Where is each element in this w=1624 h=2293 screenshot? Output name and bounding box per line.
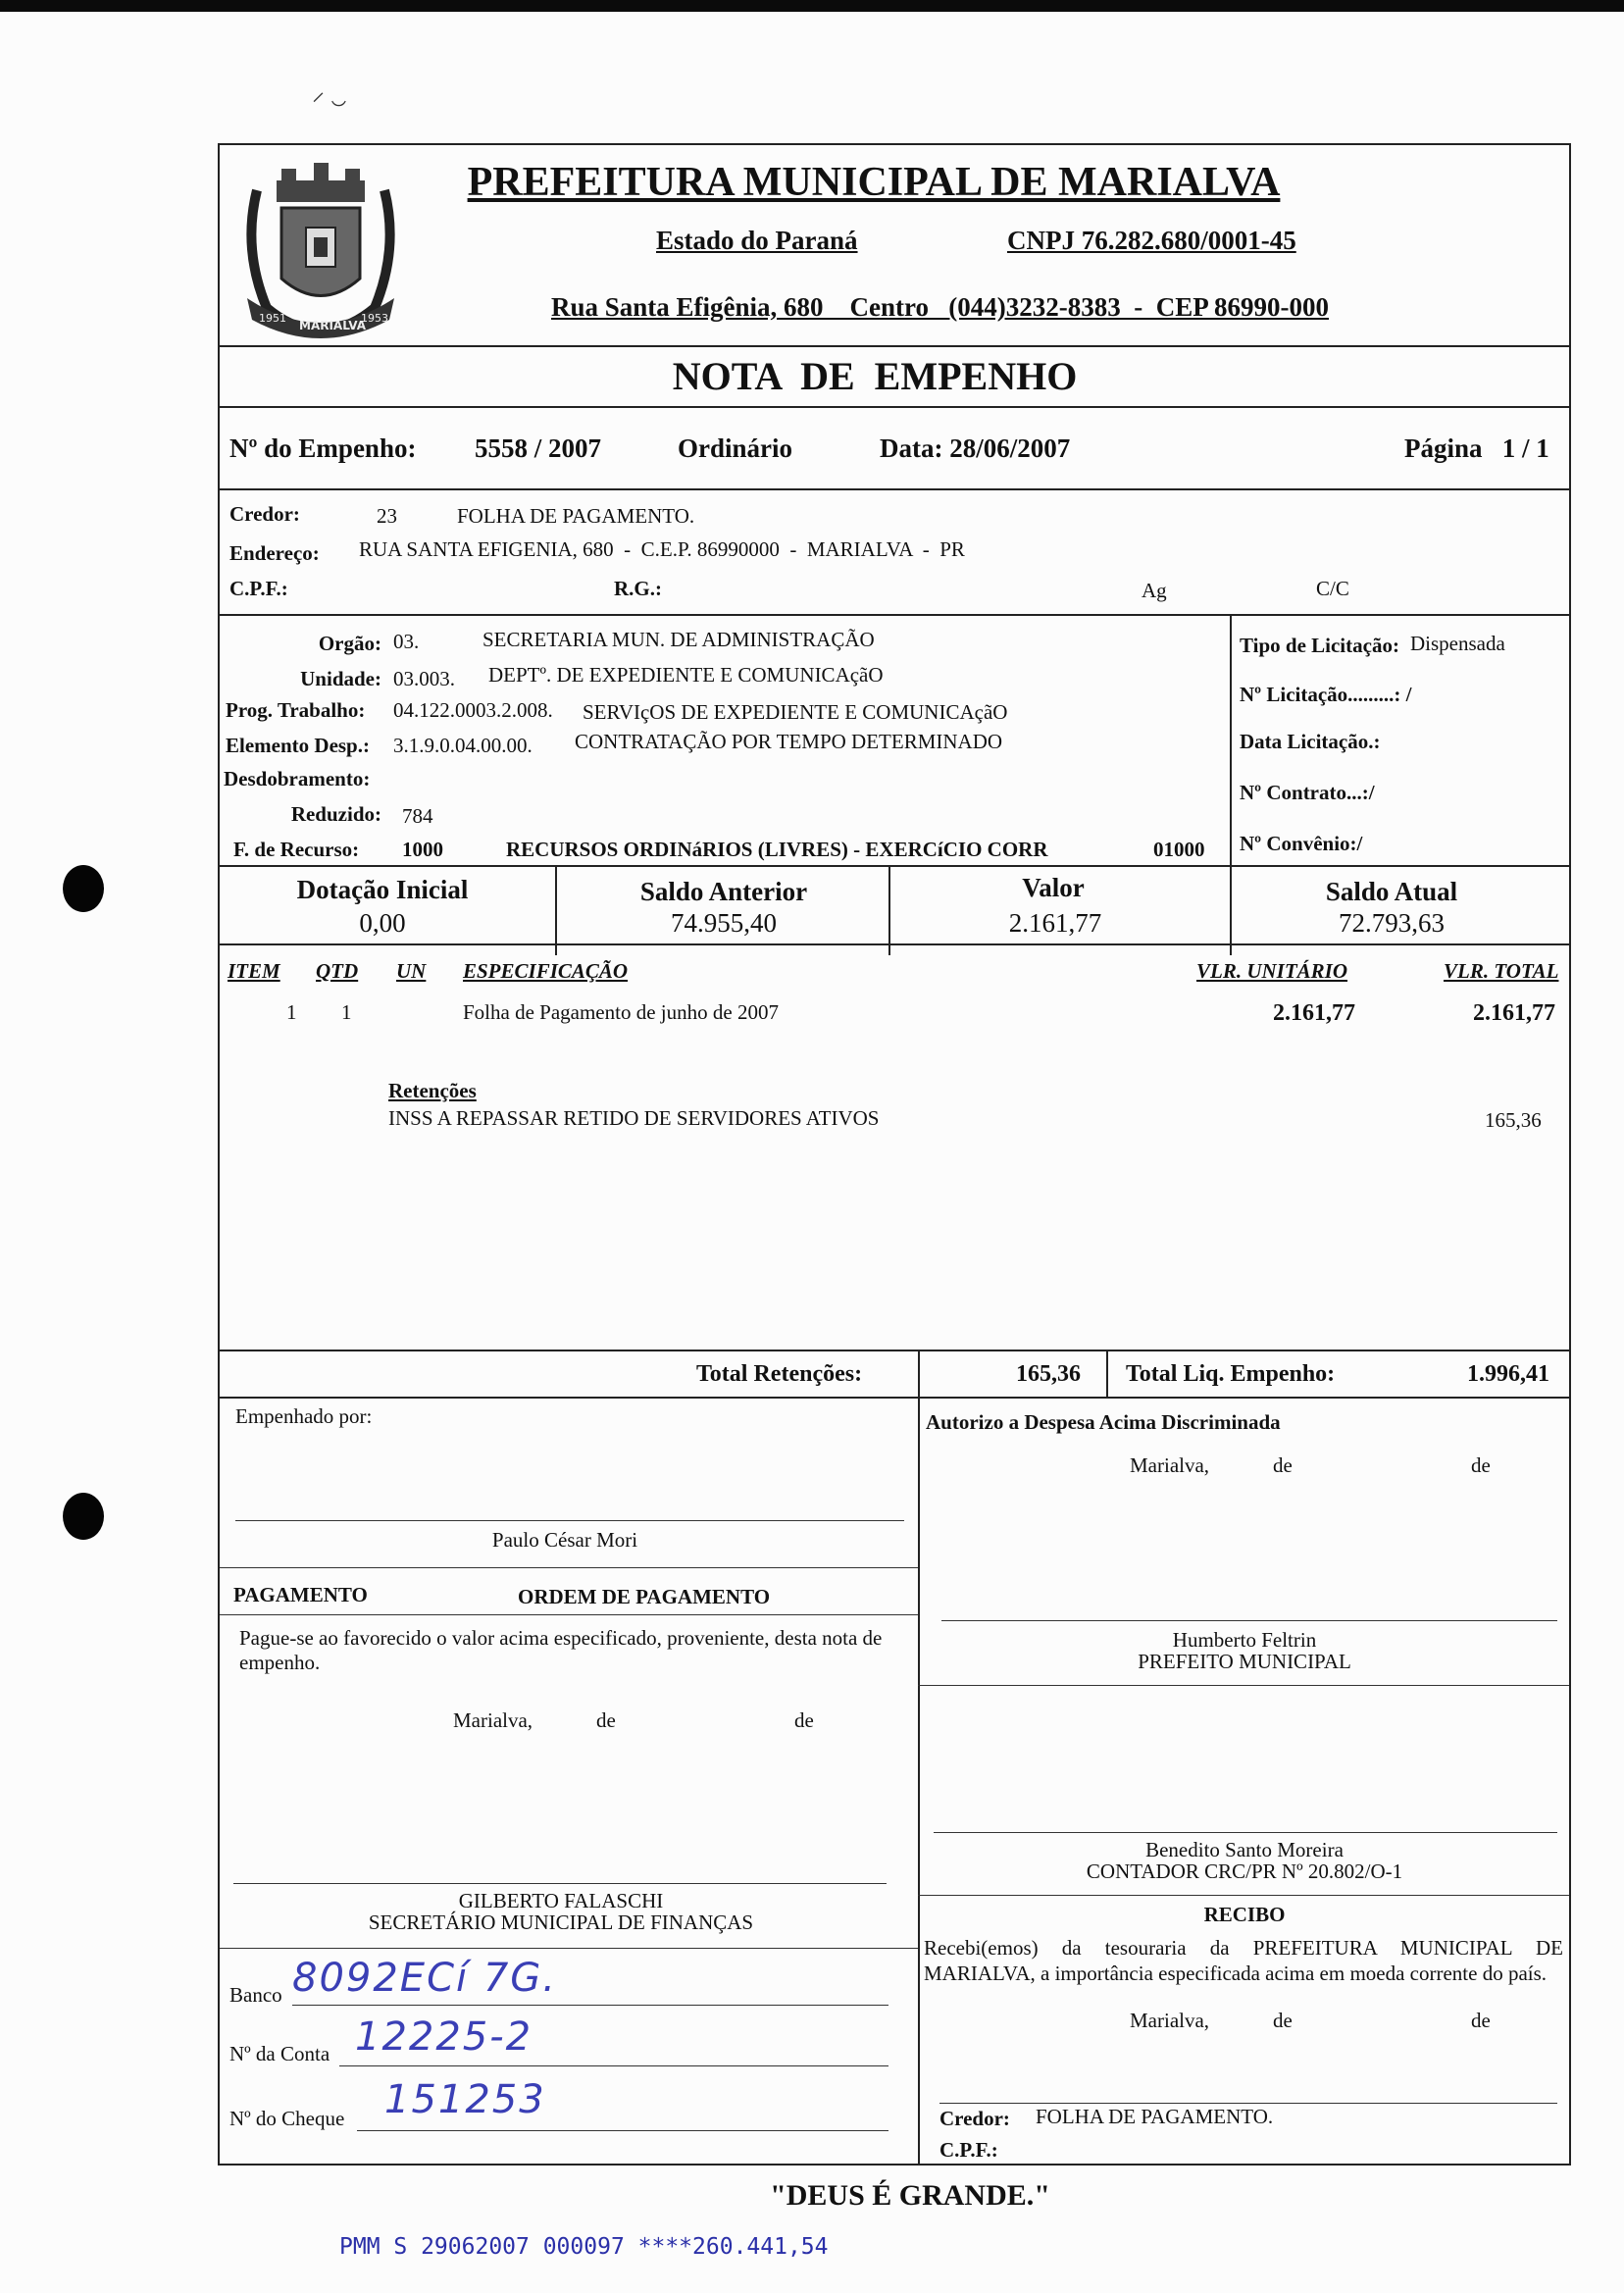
item-qtd: 1 [341, 1000, 352, 1024]
reduzido-label: Reduzido: [290, 802, 381, 826]
punch-hole-bottom [63, 1493, 104, 1540]
empenho-type: Ordinário [678, 433, 793, 463]
saldo-atual-value: 72.793,63 [1339, 908, 1445, 938]
dotacao-value: 0,00 [359, 908, 406, 938]
item-spec: Folha de Pagamento de junho de 2007 [463, 1000, 779, 1024]
recibo-de2: de [1471, 2009, 1491, 2032]
cheque-handwritten[interactable]: 151253 [384, 2077, 546, 2122]
page-number: Página 1 / 1 [1404, 433, 1549, 463]
retencoes-value: 165,36 [1485, 1108, 1542, 1132]
col-especificacao: ESPECIFICAÇÃO [463, 959, 629, 983]
orgao-code: 03. [393, 630, 420, 653]
municipal-crest-icon [228, 151, 414, 347]
empenho-number: 5558 / 2007 [475, 433, 602, 463]
item-unit-value: 2.161,77 [1273, 1000, 1355, 1026]
banco-handwritten[interactable]: 8092ECí 7G. [292, 1956, 557, 2001]
total-liq-value: 1.996,41 [1467, 1361, 1549, 1387]
pagamento-label: PAGAMENTO [233, 1583, 368, 1606]
credor-code: 23 [377, 504, 397, 528]
recurso-label: F. de Recurso: [233, 838, 360, 861]
crest-year-left: 1951 [259, 312, 286, 325]
saldo-atual-label: Saldo Atual [1325, 877, 1458, 906]
total-retencoes-value: 165,36 [1016, 1361, 1081, 1387]
crest-name: MARIALVA [299, 319, 366, 332]
item-number: 1 [286, 1000, 297, 1024]
conta-label: Nº da Conta [229, 2042, 330, 2065]
retencoes-title: Retenções [388, 1079, 477, 1102]
endereco-label: Endereço: [229, 541, 320, 565]
tipo-licitacao-label: Tipo de Licitação: [1240, 634, 1399, 657]
col-qtd: QTD [316, 959, 359, 983]
recibo-text: Recebi(emos) da tesouraria da PREFEITURA MUNICIPAL DE MARIALVA, a importância especificada acima em moeda corrente do país. [924, 1936, 1563, 1985]
autorizo-de1: de [1273, 1453, 1293, 1477]
ag-label: Ag [1142, 579, 1167, 602]
orgao-name: SECRETARIA MUN. DE ADMINISTRAÇÃO [482, 628, 875, 651]
elemento-code: 3.1.9.0.04.00.00. [393, 734, 533, 757]
document-title: NOTA DE EMPENHO [672, 354, 1078, 398]
pagamento-de1: de [596, 1708, 616, 1732]
autorizo-label: Autorizo a Despesa Acima Discriminada [926, 1410, 1281, 1434]
banco-label: Banco [229, 1983, 282, 2007]
saldo-anterior-value: 74.955,40 [671, 908, 777, 938]
credor-label: Credor: [229, 502, 300, 526]
retencoes-desc: INSS A REPASSAR RETIDO DE SERVIDORES ATIVOS [388, 1106, 880, 1130]
address: Rua Santa Efigênia, 680 Centro (044)3232-8383 - CEP 86990-000 [551, 292, 1329, 322]
empenho-date: Data: 28/06/2007 [880, 433, 1071, 463]
pagamento-de2: de [794, 1708, 814, 1732]
endereco-value: RUA SANTA EFIGENIA, 680 - C.E.P. 86990000 - MARIALVA - PR [359, 537, 965, 561]
punch-hole-top [63, 865, 104, 912]
contrato-number: Nº Contrato...:/ [1240, 781, 1375, 804]
pagamento-text: Pague-se ao favorecido o valor acima especificado, proveniente, desta nota de empenho. [239, 1626, 883, 1675]
col-un: UN [396, 959, 427, 983]
elemento-name: CONTRATAÇÃO POR TEMPO DETERMINADO [575, 730, 1003, 753]
empenhado-label: Empenhado por: [235, 1404, 373, 1428]
elemento-label: Elemento Desp.: [226, 734, 370, 757]
convenio-number: Nº Convênio:/ [1240, 832, 1363, 855]
recibo-city: Marialva, [1130, 2009, 1210, 2032]
saldo-anterior-label: Saldo Anterior [639, 877, 808, 906]
autorizo-de2: de [1471, 1453, 1491, 1477]
prefeito-role: PREFEITO MUNICIPAL [1138, 1650, 1351, 1673]
contador-name: Benedito Santo Moreira [1145, 1838, 1344, 1861]
pagamento-city: Marialva, [453, 1708, 533, 1732]
col-item: ITEM [228, 959, 280, 983]
secretario-role: SECRETÁRIO MUNICIPAL DE FINANÇAS [368, 1911, 754, 1934]
recurso-code: 1000 [402, 838, 443, 861]
unidade-name: DEPTº. DE EXPEDIENTE E COMUNICAçãO [488, 663, 884, 687]
cpf-label: C.P.F.: [229, 577, 288, 600]
unidade-label: Unidade: [300, 667, 381, 690]
prefeito-name: Humberto Feltrin [1172, 1628, 1317, 1652]
conta-handwritten[interactable]: 12225-2 [355, 2014, 533, 2060]
nota-de-empenho-form [218, 143, 1571, 2166]
col-vlr-total: VLR. TOTAL [1444, 959, 1559, 983]
empenho-label: Nº do Empenho: [229, 433, 417, 463]
prog-code: 04.122.0003.2.008. [393, 698, 553, 722]
tipo-licitacao-value: Dispensada [1410, 632, 1505, 655]
orgao-label: Orgão: [318, 632, 381, 655]
secretario-name: GILBERTO FALASCHI [458, 1889, 664, 1912]
licitacao-number: Nº Licitação.........: / [1240, 683, 1412, 706]
recurso-name: RECURSOS ORDINáRIOS (LIVRES) - EXERCíCIO CORR [506, 838, 1048, 861]
scan-top-band [0, 0, 1624, 12]
cheque-label: Nº do Cheque [229, 2107, 345, 2130]
dotacao-label: Dotação Inicial [296, 875, 469, 904]
crest-year-right: 1953 [361, 312, 388, 325]
valor-value: 2.161,77 [1008, 908, 1102, 938]
rg-label: R.G.: [614, 577, 662, 600]
licitacao-date: Data Licitação.: [1240, 730, 1381, 753]
credor-name: FOLHA DE PAGAMENTO. [457, 504, 695, 528]
valor-label: Valor [1022, 873, 1085, 902]
total-retencoes-label: Total Retenções: [696, 1361, 863, 1387]
prog-name: SERVIçOS DE EXPEDIENTE E COMUNICAçãO [583, 700, 1008, 724]
state-name: Estado do Paraná [656, 226, 858, 255]
recibo-cpf-label: C.P.F.: [939, 2138, 998, 2162]
recibo-title: RECIBO [1203, 1903, 1286, 1926]
col-vlr-unitario: VLR. UNITÁRIO [1196, 959, 1348, 983]
prefeitura-title: PREFEITURA MUNICIPAL DE MARIALVA [467, 160, 1281, 205]
total-liq-label: Total Liq. Empenho: [1126, 1361, 1336, 1387]
reduzido-value: 784 [402, 804, 433, 828]
autorizo-city: Marialva, [1130, 1453, 1210, 1477]
mechanical-stamp: PMM S 29062007 000097 ****260.441,54 [339, 2234, 829, 2260]
item-total-value: 2.161,77 [1473, 1000, 1555, 1026]
empenhado-name: Paulo César Mori [491, 1528, 638, 1552]
cc-label: C/C [1316, 577, 1349, 600]
cnpj: CNPJ 76.282.680/0001-45 [1007, 226, 1296, 255]
unidade-code: 03.003. [393, 667, 455, 690]
prog-label: Prog. Trabalho: [226, 698, 366, 722]
contador-role: CONTADOR CRC/PR Nº 20.802/O-1 [1086, 1860, 1403, 1883]
ordem-pagamento-title: ORDEM DE PAGAMENTO [518, 1585, 771, 1608]
desdobramento-label: Desdobramento: [224, 767, 371, 790]
scan-mark: ⸝ ‿ [312, 77, 347, 106]
footer-motto: "DEUS É GRANDE." [770, 2179, 1050, 2212]
recurso-number: 01000 [1153, 838, 1205, 861]
recibo-de1: de [1273, 2009, 1293, 2032]
recibo-credor-label: Credor: [939, 2107, 1010, 2130]
recibo-credor-value: FOLHA DE PAGAMENTO. [1036, 2105, 1274, 2128]
